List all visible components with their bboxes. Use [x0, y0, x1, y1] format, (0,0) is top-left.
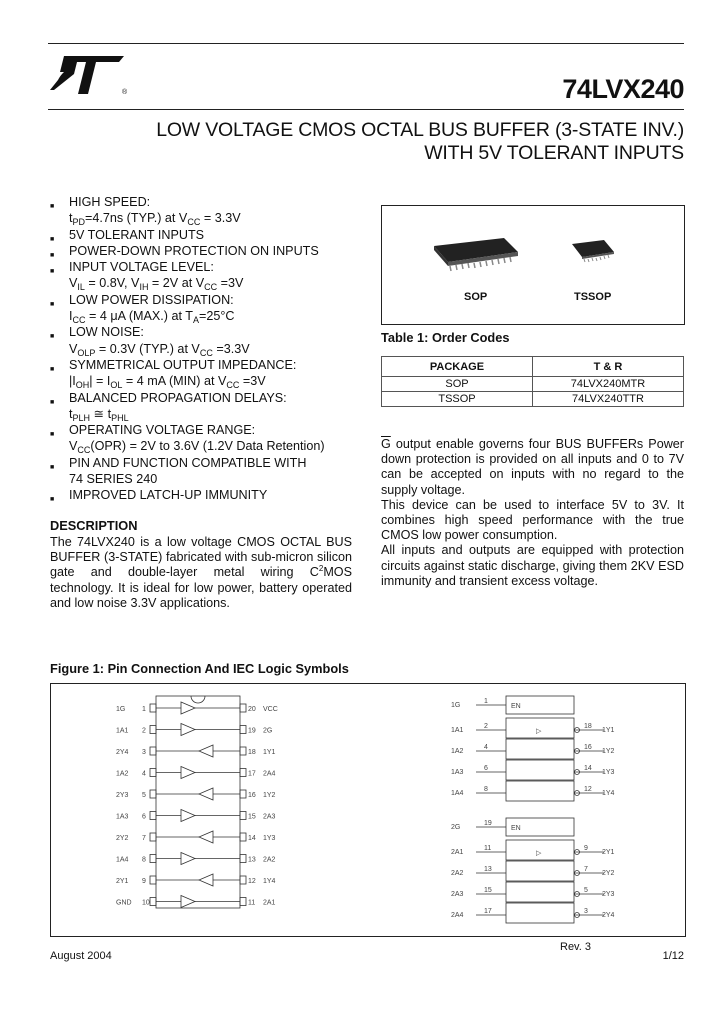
dip-package-outline [156, 696, 240, 908]
package-image-box [381, 205, 685, 325]
left-pin-label: 2Y1 [116, 878, 129, 885]
dip-pin-left [150, 898, 156, 906]
en-label: EN [511, 825, 521, 832]
description-right [381, 437, 684, 589]
ieee-output-number: 14 [584, 765, 592, 772]
ieee-input-label: 1A3 [451, 769, 464, 776]
feature-list [50, 194, 370, 504]
table-cell: SOP [382, 377, 533, 392]
ieee-buffer-cell [506, 903, 574, 923]
table-row [382, 377, 684, 392]
right-pin-label: 2A3 [263, 813, 276, 821]
column-header: T & R [533, 357, 684, 377]
left-pin-label: 1A2 [116, 770, 129, 778]
dip-pin-left [150, 704, 156, 712]
dip-pin-left [150, 726, 156, 734]
right-pin-label: 2G [263, 727, 273, 735]
right-pin-number: 17 [248, 770, 256, 778]
feature-item: ■ PIN AND FUNCTION COMPATIBLE WITH 74 SERIES 240 [50, 455, 307, 487]
ieee-output-number: 5 [584, 887, 588, 894]
ieee-enable-label: 2G [451, 824, 461, 831]
buffer-symbol [181, 853, 195, 865]
header-rule [48, 109, 684, 110]
buffer-symbol [181, 810, 195, 822]
right-pin-number: 19 [248, 727, 256, 735]
ieee-input-number: 6 [484, 765, 488, 772]
dip-pin-left [150, 855, 156, 863]
ieee-input-number: 15 [484, 887, 492, 894]
feature-item: ■ BALANCED PROPAGATION DELAYS: $t_{PLH}$ ≅ $t_{PHL}$ [50, 390, 287, 423]
ieee-enable-number: 19 [484, 820, 492, 827]
table-cell: 74LVX240MTR [533, 377, 684, 392]
order-table [381, 356, 684, 407]
ieee-input-label: 1A1 [451, 727, 464, 734]
dip-pin-left [150, 812, 156, 820]
ieee-input-number: 11 [484, 845, 492, 852]
figure-box [50, 683, 686, 937]
right-pin-number: 12 [248, 878, 256, 885]
ieee-output-number: 18 [584, 723, 592, 730]
feature-item: ■ 5V TOLERANT INPUTS [50, 227, 205, 243]
ieee-output-label: 2Y2 [602, 870, 615, 877]
right-pin-label: 1Y2 [263, 792, 276, 799]
left-pin-number: 5 [142, 792, 146, 799]
buffer-symbol [181, 702, 195, 714]
part-number: 74LVX240 [562, 74, 684, 104]
tssop-package-image [572, 240, 614, 262]
buffer-symbol [181, 724, 195, 736]
ieee-input-number: 2 [484, 723, 488, 730]
column-header: PACKAGE [382, 357, 533, 377]
ieee-output-label: 1Y3 [602, 769, 615, 776]
left-pin-label: GND [116, 899, 132, 907]
ieee-enable-label: 1G [451, 702, 461, 709]
ieee-output-label: 2Y3 [602, 891, 615, 898]
figure-caption: Figure 1: Pin Connection And IEC Logic Symbols [50, 661, 349, 676]
right-pin-number: 15 [248, 813, 256, 821]
dip-pin-right [240, 898, 246, 906]
ieee-input-label: 2A3 [451, 891, 464, 898]
sop-package-image [434, 238, 518, 271]
buffer-symbol [199, 874, 213, 886]
top-rule [48, 43, 684, 44]
right-pin-number: 14 [248, 835, 256, 842]
feature-item: ■ INPUT VOLTAGE LEVEL: $V_{IL} = 0.8V$, $V_{IH} = 2V$ at $V_{CC} =3V$ [50, 260, 244, 293]
description-para-2: This device can be used to interface 5V to 3V. It combines high speed performance with the true CMOS low power consumption. [381, 497, 684, 543]
svg-text:®: ® [122, 89, 128, 96]
feature-item: ■ OPERATING VOLTAGE RANGE: $V_{CC}(OPR) = 2V$ to 3.6V (1.2V Data Retention) [50, 423, 325, 456]
left-pin-number: 3 [142, 749, 146, 756]
buffer-symbol [181, 896, 195, 908]
left-pin-number: 4 [142, 770, 146, 778]
st-logo [50, 52, 128, 101]
buffer-symbol [199, 788, 213, 800]
right-pin-number: 18 [248, 749, 256, 756]
table-cell: TSSOP [382, 392, 533, 407]
left-pin-label: 2Y2 [116, 835, 129, 842]
ieee-input-number: 8 [484, 786, 488, 793]
order-table-caption: Table 1: Order Codes [381, 330, 510, 345]
left-pin-number: 2 [142, 727, 146, 735]
feature-item: ■ HIGH SPEED: $t_{PD}=4.7ns$ (TYP.) at $V_{CC} = 3.3V$ [50, 195, 241, 228]
dip-pin-left [150, 747, 156, 755]
left-pin-label: 2Y3 [116, 792, 129, 799]
ieee-output-number: 12 [584, 786, 592, 793]
ieee-buffer-cell [506, 781, 574, 801]
description-heading: DESCRIPTION [50, 518, 138, 533]
dip-pin-left [150, 833, 156, 841]
feature-item: ■ IMPROVED LATCH-UP IMMUNITY [50, 488, 268, 504]
right-pin-label: 2A2 [263, 856, 276, 864]
revision: Rev. 3 [560, 941, 591, 953]
pin-connection-diagram [51, 684, 685, 936]
right-pin-number: 11 [248, 899, 256, 907]
ieee-output-label: 2Y1 [602, 849, 615, 856]
ieee-input-label: 1A4 [451, 790, 464, 797]
ieee-output-label: 1Y1 [602, 727, 615, 734]
dip-pin-right [240, 833, 246, 841]
ieee-output-label: 1Y4 [602, 790, 615, 797]
ieee-output-label: 1Y2 [602, 748, 615, 755]
dip-pin-left [150, 790, 156, 798]
buffer-symbol-mark: ▷ [536, 850, 542, 857]
right-pin-label: 1Y3 [263, 835, 276, 842]
ieee-input-number: 4 [484, 744, 488, 751]
feature-item: ■ LOW POWER DISSIPATION: $I_{CC} = 4$ μA (MAX.) at $T_A=25^\circ C$ [50, 292, 235, 326]
table-cell: 74LVX240TTR [533, 392, 684, 407]
buffer-symbol [199, 745, 213, 757]
ieee-input-number: 17 [484, 908, 492, 915]
ieee-output-number: 9 [584, 845, 588, 852]
ieee-buffer-cell [506, 861, 574, 881]
right-pin-number: 16 [248, 792, 256, 799]
dip-pin-right [240, 855, 246, 863]
left-pin-number: 9 [142, 878, 146, 885]
description-left: The 74LVX240 is a low voltage CMOS OCTAL BUS BUFFER (3-STATE) fabricated with sub-micron silicon gate and double-layer metal wiring $C^2MOS$ technology. It is ideal for low power, battery operated and low noise 3.3V applications. [50, 535, 352, 610]
dip-pin-right [240, 876, 246, 884]
left-pin-label: 1A4 [116, 856, 129, 864]
feature-item: ■ SYMMETRICAL OUTPUT IMPEDANCE: $|I_{OH}| = I_{OL} = 4$ mA (MIN) at $V_{CC} =3V$ [50, 357, 297, 391]
dip-pin-right [240, 747, 246, 755]
dip-pin-left [150, 876, 156, 884]
left-pin-label: 1A3 [116, 813, 129, 821]
buffer-symbol [199, 831, 213, 843]
ieee-output-number: 16 [584, 744, 592, 751]
ieee-output-number: 7 [584, 866, 588, 873]
dip-notch [191, 696, 205, 703]
description-para-1: $\overline{G}$ output enable governs four BUS BUFFERs Power down protection is provided on all inputs and 0 to 7V can be accepted on inputs with no regard to the supply voltage. [381, 437, 684, 497]
buffer-symbol-mark: ▷ [536, 728, 542, 735]
dip-pin-left [150, 769, 156, 777]
ieee-input-label: 1A2 [451, 748, 464, 755]
ieee-output-number: 3 [584, 908, 588, 915]
page-number: 1/12 [662, 950, 684, 962]
left-pin-number: 1 [142, 706, 146, 713]
ieee-enable-number: 1 [484, 698, 488, 705]
right-pin-label: VCC [263, 706, 278, 713]
tssop-label: TSSOP [574, 291, 612, 303]
date: August 2004 [50, 950, 112, 962]
left-pin-label: 1A1 [116, 727, 129, 735]
ieee-buffer-cell [506, 882, 574, 902]
right-pin-number: 20 [248, 706, 256, 713]
title-line-2: WITH 5V TOLERANT INPUTS [424, 142, 684, 164]
ieee-input-label: 2A4 [451, 912, 464, 919]
ieee-buffer-cell [506, 739, 574, 759]
right-pin-label: 2A4 [263, 770, 276, 778]
ieee-input-label: 2A2 [451, 870, 464, 877]
left-pin-number: 10 [142, 899, 150, 907]
left-pin-number: 6 [142, 813, 146, 821]
dip-pin-right [240, 726, 246, 734]
ieee-output-label: 2Y4 [602, 912, 615, 919]
ieee-input-number: 13 [484, 866, 492, 873]
title-line-1: LOW VOLTAGE CMOS OCTAL BUS BUFFER (3-STATE INV.) [156, 119, 684, 141]
dip-pin-right [240, 790, 246, 798]
table-header-row [382, 357, 684, 377]
feature-item: ■ POWER-DOWN PROTECTION ON INPUTS [50, 243, 319, 259]
left-pin-label: 2Y4 [116, 749, 129, 756]
right-pin-label: 1Y4 [263, 878, 276, 885]
table-row [382, 392, 684, 407]
buffer-symbol [181, 767, 195, 779]
en-label: EN [511, 703, 521, 710]
left-pin-number: 8 [142, 856, 146, 864]
dip-pin-right [240, 704, 246, 712]
right-pin-label: 2A1 [263, 899, 276, 907]
right-pin-label: 1Y1 [263, 749, 276, 756]
ieee-buffer-cell [506, 760, 574, 780]
left-pin-label: 1G [116, 706, 126, 713]
right-pin-number: 13 [248, 856, 256, 864]
dip-pin-right [240, 769, 246, 777]
sop-label: SOP [464, 291, 488, 303]
ieee-input-label: 2A1 [451, 849, 464, 856]
description-para-3: All inputs and outputs are equipped with protection circuits against static discharge, giving them 2KV ESD immunity and transient excess voltage. [381, 543, 684, 588]
dip-pin-right [240, 812, 246, 820]
left-pin-number: 7 [142, 835, 146, 842]
feature-item: ■ LOW NOISE: $V_{OLP} = 0.3V$ (TYP.) at $V_{CC} =3.3V$ [50, 325, 250, 358]
